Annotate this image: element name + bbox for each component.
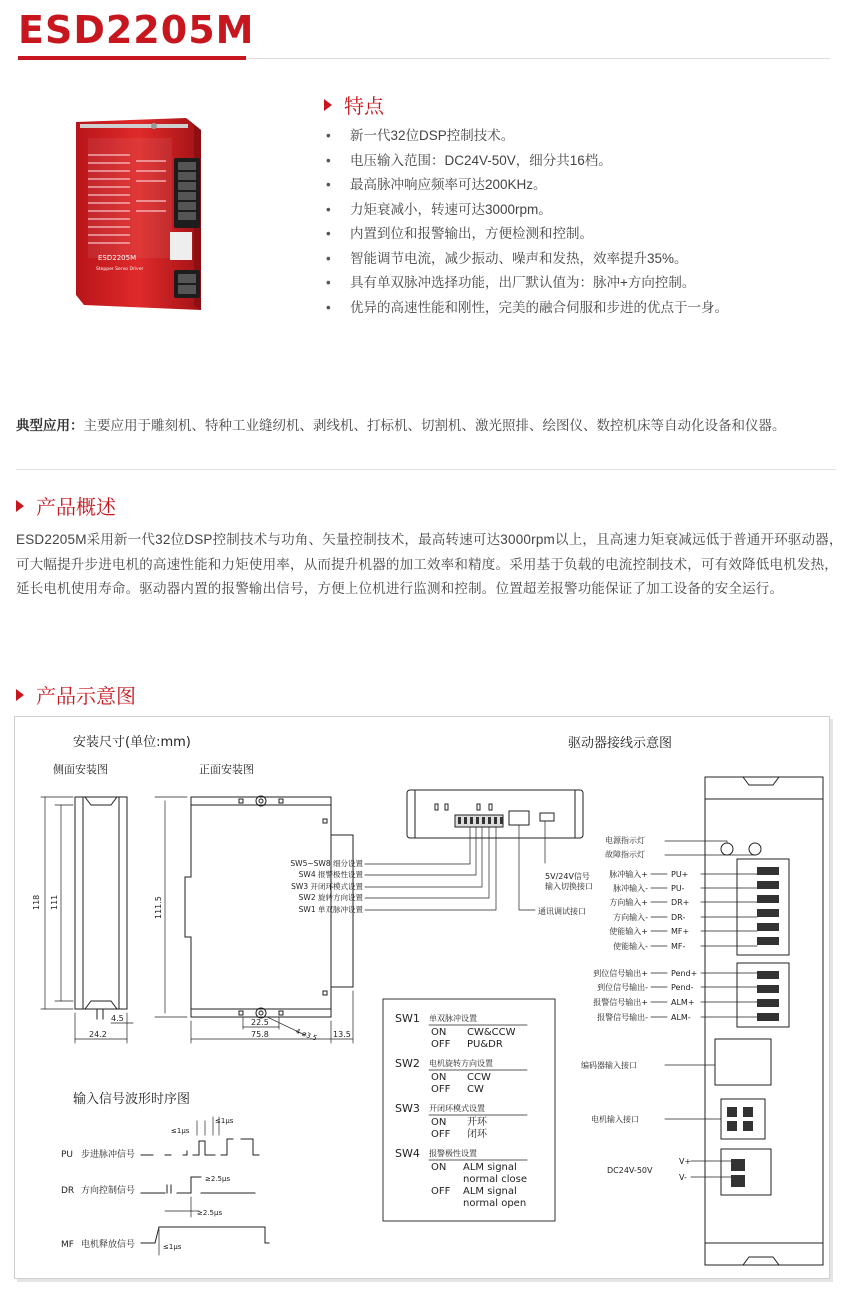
switch-state: OFF [431,1129,451,1140]
product-image [66,110,226,320]
switch-value: CW&CCW [467,1027,516,1038]
wiring-pin-code: PU- [671,884,685,893]
wiring-pin-label: 使能输入- [613,942,648,951]
overview-title: 产品概述 [36,495,116,519]
dim-13-5: 13.5 [333,1030,351,1039]
switch-name: 单双脉冲设置 [429,1014,477,1023]
wiring-pin-label: 报警信号输出+ [593,998,648,1007]
switch-label: SW3 开闭环模式设置 [291,882,363,891]
switch-value: PU&DR [467,1039,503,1050]
timing-signal-code: DR [61,1186,75,1196]
switch-value: CCW [467,1072,491,1083]
dim-22-5: 22.5 [251,1018,269,1027]
switch-label: SW2 旋转方向设置 [298,893,363,902]
application-text [16,414,842,438]
title-underline [18,56,246,60]
switch-leader-lines [365,821,545,910]
wiring-pin-label: 到位信号输出- [597,983,648,992]
wiring-pin-label: 方向输入- [613,913,648,922]
dims-title: 安装尺寸(单位:mm) [73,735,191,750]
section-divider [16,469,836,470]
wiring-pin-label: 到位信号输出+ [593,969,648,978]
features-list [326,124,728,320]
top-view-drawing [407,790,583,838]
diagram-svg [15,717,831,1280]
timing-title: 输入信号波形时序图 [73,1092,191,1107]
front-view-title: 正面安装图 [199,763,254,776]
voltage-switch-label-2: 输入切换接口 [545,882,593,891]
wiring-pin-code: MF+ [671,927,690,936]
switch-state: ON [431,1162,447,1173]
switch-value: ALM signal [463,1162,517,1173]
product-model-text: ESD2205M [98,254,137,262]
timing-note-3: ≥2.5μs [205,1175,231,1183]
timing-note-1: ≤1μs [171,1127,190,1135]
timing-waveforms [141,1117,269,1255]
timing-note-5: ≤1μs [163,1243,182,1251]
encoder-port-label: 编码器输入接口 [581,1061,637,1070]
timing-signal-code: MF [61,1240,74,1250]
side-view-drawing [41,797,133,1043]
section-arrow-icon [16,500,24,512]
dim-24-2: 24.2 [89,1030,107,1039]
power-pin-vminus: V- [679,1173,687,1182]
switch-id: SW4 [395,1147,420,1160]
feature-item: • 优异的高速性能和刚性，完美的融合伺服和步进的优点于一身。 [326,296,728,321]
wiring-pin-label: 报警信号输出- [597,1013,648,1022]
switch-label: SW5~SW8 细分设置 [290,859,363,868]
timing-note-4: ≥2.5μs [197,1209,223,1217]
dim-4-5: 4.5 [111,1014,124,1023]
page-title: ESD2205M [18,8,255,52]
wiring-pin-code: DR+ [671,898,690,907]
overview-heading [16,491,116,520]
switch-state: ON [431,1027,447,1038]
feature-item: • 最高脉冲响应频率可达200KHz。 [326,173,728,198]
wiring-pin-code: ALM+ [671,998,695,1007]
voltage-switch-label-1: 5V/24V信号 [545,872,590,881]
wiring-title: 驱动器接线示意图 [568,736,673,751]
switch-state: OFF [431,1084,451,1095]
product-subtitle-text: Stepper Servo Driver [96,267,144,272]
switch-value: ALM signal [463,1186,517,1197]
application-body: 主要应用于雕刻机、特种工业缝纫机、剥线机、打标机、切割机、激光照排、绘图仪、数控机床等自动化设备和仪器。 [83,418,786,433]
wiring-pin-code: MF- [671,942,686,951]
side-view-title: 侧面安装图 [53,763,108,776]
switch-state: ON [431,1117,447,1128]
feature-item: • 电压输入范围：DC24V-50V，细分共16档。 [326,149,728,174]
motor-port-label: 电机输入接口 [591,1115,639,1124]
switch-id: SW2 [395,1057,420,1070]
features-heading [324,90,384,119]
power-input-label: DC24V-50V [607,1166,653,1175]
dim-hole: 4-ø3.5 [294,1027,319,1043]
wiring-pins [593,869,757,1022]
features-title: 特点 [344,94,384,118]
switch-id: SW3 [395,1102,420,1115]
switch-labels [290,858,363,914]
wiring-pin-code: Pend- [671,983,694,992]
diagram-heading [16,680,136,709]
timing-signal-name: 电机释放信号 [81,1240,136,1250]
section-arrow-icon [16,689,24,701]
feature-item: • 内置到位和报警输出，方便检测和控制。 [326,222,728,247]
switch-label: SW1 单双脉冲设置 [298,905,363,914]
front-view-drawing [155,796,353,1043]
switch-value: 闭环 [467,1129,487,1140]
application-label: 典型应用： [16,418,84,433]
dim-111: 111 [50,894,59,910]
switch-name: 电机旋转方向设置 [429,1059,493,1068]
dim-75-8: 75.8 [251,1030,269,1039]
switch-name: 开闭环模式设置 [429,1104,485,1113]
wiring-pin-code: DR- [671,913,686,922]
switch-value: 开环 [467,1117,487,1128]
switch-label: SW4 报警极性设置 [298,870,363,879]
comm-port-label: 通讯调试接口 [538,907,586,916]
dim-111-5: 111.5 [154,896,163,919]
switch-value: CW [467,1084,484,1095]
wiring-pin-label: 脉冲输入- [613,884,648,893]
wiring-pin-label: 脉冲输入+ [609,870,648,879]
switch-state: OFF [431,1186,451,1197]
dim-118: 118 [32,894,41,910]
feature-item: • 力矩衰减小，转速可达3000rpm。 [326,198,728,223]
section-arrow-icon [324,99,332,111]
switch-state: ON [431,1072,447,1083]
feature-item: • 具有单双脉冲选择功能，出厂默认值为：脉冲+方向控制。 [326,271,728,296]
switch-name: 报警极性设置 [429,1149,477,1158]
switch-id: SW1 [395,1012,420,1025]
timing-labels [61,1148,135,1250]
switch-value: normal open [463,1198,527,1209]
switch-table [395,1012,527,1209]
product-diagram [14,716,830,1279]
switch-state: OFF [431,1039,451,1050]
timing-signal-name: 步进脉冲信号 [81,1150,136,1160]
feature-item: • 新一代32位DSP控制技术。 [326,124,728,149]
wiring-pin-code: ALM- [671,1013,691,1022]
timing-signal-name: 方向控制信号 [81,1186,136,1196]
diagram-title: 产品示意图 [36,684,136,708]
led-power-label: 电源指示灯 [605,836,645,845]
timing-signal-code: PU [61,1150,74,1160]
power-pin-vplus: V+ [679,1157,692,1166]
feature-item: • 智能调节电流，减少振动、噪声和发热，效率提升35%。 [326,247,728,272]
wiring-pin-code: Pend+ [671,969,698,978]
wiring-pin-code: PU+ [671,870,689,879]
led-fault-label: 故障指示灯 [605,850,645,859]
wiring-pin-label: 使能输入+ [609,927,648,936]
timing-note-2: ≤1μs [215,1117,234,1125]
overview-text: ESD2205M采用新一代32位DSP控制技术与功角、矢量控制技术，最高转速可达3000rpm以上，且高速力矩衰减远低于普通开环驱动器，可大幅提升步进电机的高速性能和力矩使用率，从而提升机器的加工效率和精度。采用基于负载的电流控制技术，可有效降低电机发热，延长电机使用寿命。驱动器内置的报警输出信号，方便上位机进行监测和控制。位置超差报警功能保证了加工设备的安全运行。 [16,532,843,596]
wiring-pin-label: 方向输入+ [609,898,648,907]
led-leader-lines [665,841,755,855]
switch-value: normal close [463,1174,527,1185]
